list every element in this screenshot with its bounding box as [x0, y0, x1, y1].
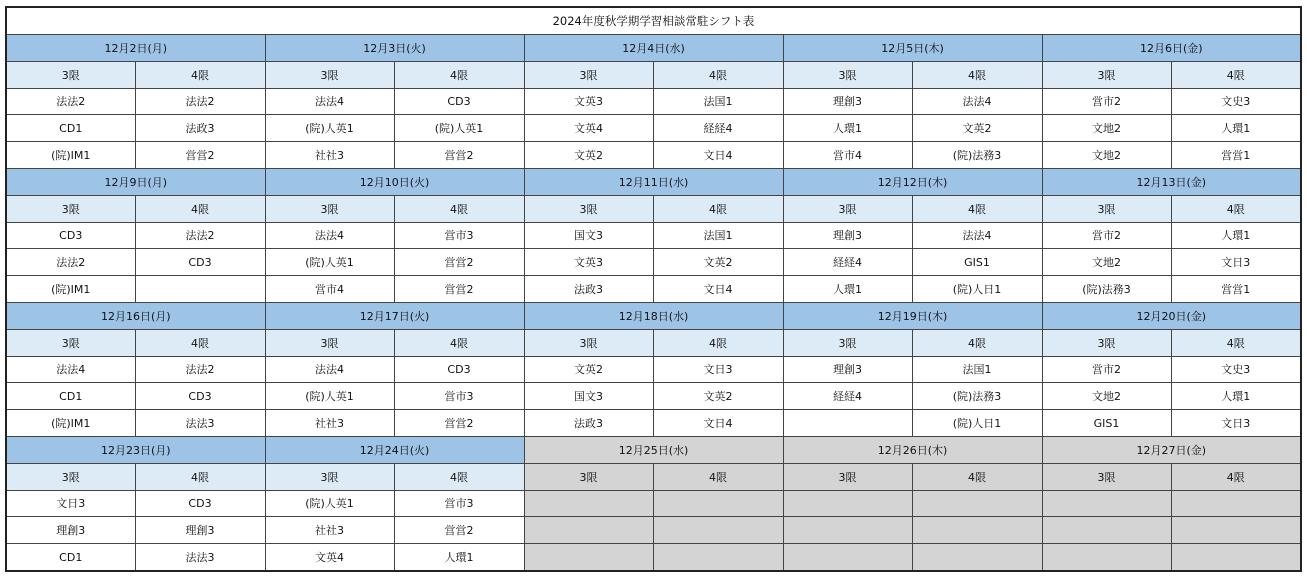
shift-cell[interactable]: (院)IM1: [6, 142, 135, 169]
shift-cell[interactable]: [1171, 544, 1301, 571]
shift-cell[interactable]: (院)IM1: [6, 276, 135, 303]
shift-cell[interactable]: [912, 544, 1042, 571]
shift-cell[interactable]: 経経4: [653, 115, 783, 142]
shift-cell[interactable]: 法法4: [6, 356, 135, 383]
shift-cell[interactable]: CD1: [6, 383, 135, 410]
shift-cell[interactable]: [1171, 517, 1301, 544]
period-header[interactable]: 3限: [524, 329, 653, 356]
shift-cell[interactable]: 文英2: [524, 356, 653, 383]
shift-cell[interactable]: 法法2: [135, 222, 265, 249]
period-header[interactable]: 3限: [783, 463, 912, 490]
date-header[interactable]: 12月13日(金): [1042, 168, 1301, 195]
shift-row: [6, 544, 1301, 571]
date-header[interactable]: 12月11日(水): [524, 168, 783, 195]
date-header[interactable]: 12月6日(金): [1042, 35, 1301, 62]
shift-cell[interactable]: 法法3: [135, 410, 265, 437]
shift-cell[interactable]: 営営2: [394, 249, 524, 276]
shift-cell[interactable]: 文日4: [653, 410, 783, 437]
shift-cell[interactable]: [912, 517, 1042, 544]
shift-cell[interactable]: 国文3: [524, 383, 653, 410]
period-header[interactable]: 3限: [1042, 329, 1171, 356]
shift-cell[interactable]: 営営2: [394, 410, 524, 437]
date-header-row: [6, 35, 1301, 62]
date-header[interactable]: 12月19日(木): [783, 302, 1042, 329]
shift-cell[interactable]: 文地2: [1042, 142, 1171, 169]
shift-cell[interactable]: 営市4: [265, 276, 394, 303]
period-header[interactable]: 4限: [653, 463, 783, 490]
shift-cell[interactable]: (院)人英1: [394, 115, 524, 142]
shift-cell[interactable]: 文英2: [653, 383, 783, 410]
period-header[interactable]: 3限: [783, 329, 912, 356]
shift-cell[interactable]: 文英4: [524, 115, 653, 142]
period-header[interactable]: 4限: [135, 61, 265, 88]
period-header[interactable]: 4限: [394, 61, 524, 88]
shift-cell[interactable]: CD3: [135, 383, 265, 410]
shift-cell[interactable]: 文日3: [1171, 249, 1301, 276]
period-header[interactable]: 4限: [912, 329, 1042, 356]
shift-cell[interactable]: 営営2: [135, 142, 265, 169]
shift-cell[interactable]: 営営1: [1171, 276, 1301, 303]
shift-cell[interactable]: [653, 517, 783, 544]
period-header[interactable]: 3限: [524, 463, 653, 490]
shift-cell[interactable]: 人環1: [783, 115, 912, 142]
shift-cell[interactable]: CD3: [135, 249, 265, 276]
date-header[interactable]: 12月12日(木): [783, 168, 1042, 195]
shift-cell[interactable]: 法政3: [524, 410, 653, 437]
shift-cell[interactable]: [912, 490, 1042, 517]
shift-cell[interactable]: CD3: [394, 88, 524, 115]
shift-cell[interactable]: 文英2: [912, 115, 1042, 142]
shift-cell[interactable]: 営市3: [394, 222, 524, 249]
period-header[interactable]: 4限: [135, 463, 265, 490]
shift-cell[interactable]: 営市3: [394, 383, 524, 410]
shift-cell[interactable]: [783, 517, 912, 544]
date-header[interactable]: 12月17日(火): [265, 302, 524, 329]
shift-cell[interactable]: 営営2: [394, 517, 524, 544]
shift-cell[interactable]: 理創3: [135, 517, 265, 544]
period-header[interactable]: 4限: [394, 463, 524, 490]
date-header-row: [6, 436, 1301, 463]
period-header[interactable]: 4限: [653, 329, 783, 356]
date-header[interactable]: 12月9日(月): [6, 168, 265, 195]
period-header[interactable]: 3限: [524, 195, 653, 222]
shift-cell[interactable]: (院)人英1: [265, 383, 394, 410]
period-header[interactable]: 4限: [653, 61, 783, 88]
shift-cell[interactable]: 法法4: [912, 222, 1042, 249]
date-header[interactable]: 12月5日(木): [783, 35, 1042, 62]
date-header[interactable]: 12月24日(火): [265, 436, 524, 463]
shift-cell[interactable]: 文地2: [1042, 383, 1171, 410]
shift-cell[interactable]: (院)人日1: [912, 410, 1042, 437]
shift-table: [5, 6, 1302, 572]
shift-cell[interactable]: [653, 544, 783, 571]
period-header[interactable]: 3限: [783, 195, 912, 222]
shift-cell[interactable]: 人環1: [394, 544, 524, 571]
period-header[interactable]: 3限: [265, 329, 394, 356]
shift-cell[interactable]: [524, 544, 653, 571]
shift-row: [6, 142, 1301, 169]
period-header[interactable]: 3限: [265, 61, 394, 88]
shift-cell[interactable]: GIS1: [912, 249, 1042, 276]
shift-cell[interactable]: (院)IM1: [6, 410, 135, 437]
shift-cell[interactable]: [1042, 517, 1171, 544]
shift-row: [6, 88, 1301, 115]
date-header[interactable]: 12月18日(水): [524, 302, 783, 329]
date-header[interactable]: 12月10日(火): [265, 168, 524, 195]
shift-row: [6, 517, 1301, 544]
period-header[interactable]: 3限: [783, 61, 912, 88]
shift-cell[interactable]: 営市3: [394, 490, 524, 517]
shift-cell[interactable]: 社社3: [265, 142, 394, 169]
shift-cell[interactable]: 文史3: [1171, 356, 1301, 383]
shift-cell[interactable]: [1042, 544, 1171, 571]
date-header[interactable]: 12月23日(月): [6, 436, 265, 463]
shift-cell[interactable]: (院)人日1: [912, 276, 1042, 303]
shift-cell[interactable]: 文英2: [524, 142, 653, 169]
shift-cell[interactable]: 文日4: [653, 142, 783, 169]
shift-cell[interactable]: 人環1: [1171, 115, 1301, 142]
period-header[interactable]: 4限: [135, 195, 265, 222]
period-header[interactable]: 3限: [1042, 463, 1171, 490]
shift-cell[interactable]: 理創3: [783, 88, 912, 115]
shift-cell[interactable]: (院)人英1: [265, 249, 394, 276]
period-header[interactable]: 3限: [524, 61, 653, 88]
shift-cell[interactable]: 法法2: [6, 249, 135, 276]
shift-cell[interactable]: 理創3: [783, 222, 912, 249]
shift-cell[interactable]: 文日3: [6, 490, 135, 517]
shift-cell[interactable]: 法法4: [912, 88, 1042, 115]
shift-cell[interactable]: [653, 490, 783, 517]
shift-cell[interactable]: CD3: [394, 356, 524, 383]
period-header-row: [6, 329, 1301, 356]
period-header[interactable]: 4限: [912, 61, 1042, 88]
shift-cell[interactable]: GIS1: [1042, 410, 1171, 437]
shift-cell[interactable]: [783, 410, 912, 437]
shift-cell[interactable]: CD1: [6, 544, 135, 571]
shift-cell[interactable]: 人環1: [1171, 383, 1301, 410]
date-header-row: [6, 168, 1301, 195]
shift-cell[interactable]: 法法4: [265, 356, 394, 383]
shift-cell[interactable]: [783, 544, 912, 571]
period-header[interactable]: 3限: [6, 329, 135, 356]
shift-cell[interactable]: 文日3: [653, 356, 783, 383]
shift-cell[interactable]: 営市2: [1042, 222, 1171, 249]
shift-cell[interactable]: (院)法務3: [912, 383, 1042, 410]
period-header[interactable]: 4限: [135, 329, 265, 356]
shift-cell[interactable]: 営営2: [394, 276, 524, 303]
period-header-row: [6, 195, 1301, 222]
period-header[interactable]: 4限: [394, 329, 524, 356]
date-header[interactable]: 12月4日(水): [524, 35, 783, 62]
period-header[interactable]: 4限: [912, 195, 1042, 222]
shift-cell[interactable]: 法国1: [653, 222, 783, 249]
shift-cell[interactable]: (院)法務3: [1042, 276, 1171, 303]
date-header[interactable]: 12月2日(月): [6, 35, 265, 62]
period-header-row: [6, 61, 1301, 88]
shift-cell[interactable]: (院)人英1: [265, 490, 394, 517]
period-header[interactable]: 3限: [265, 195, 394, 222]
date-header[interactable]: 12月27日(金): [1042, 436, 1301, 463]
shift-cell[interactable]: 営市2: [1042, 356, 1171, 383]
date-header[interactable]: 12月3日(火): [265, 35, 524, 62]
date-header-row: [6, 302, 1301, 329]
date-header[interactable]: 12月16日(月): [6, 302, 265, 329]
shift-cell[interactable]: [1171, 490, 1301, 517]
shift-cell[interactable]: 文英2: [653, 249, 783, 276]
shift-cell[interactable]: 法法2: [135, 88, 265, 115]
period-header-row: [6, 463, 1301, 490]
shift-cell[interactable]: 経経4: [783, 249, 912, 276]
shift-cell[interactable]: CD3: [135, 490, 265, 517]
shift-cell[interactable]: 法法4: [265, 222, 394, 249]
shift-cell[interactable]: 人環1: [1171, 222, 1301, 249]
period-header[interactable]: 3限: [6, 463, 135, 490]
shift-cell[interactable]: 文日3: [1171, 410, 1301, 437]
period-header[interactable]: 3限: [1042, 61, 1171, 88]
period-header[interactable]: 4限: [1171, 61, 1301, 88]
shift-cell[interactable]: 法法2: [6, 88, 135, 115]
date-header[interactable]: 12月25日(水): [524, 436, 783, 463]
shift-row: [6, 222, 1301, 249]
period-header[interactable]: 4限: [1171, 463, 1301, 490]
date-header[interactable]: 12月20日(金): [1042, 302, 1301, 329]
period-header[interactable]: 3限: [265, 463, 394, 490]
shift-cell[interactable]: 社社3: [265, 517, 394, 544]
shift-cell[interactable]: 法法4: [265, 88, 394, 115]
shift-cell[interactable]: (院)法務3: [912, 142, 1042, 169]
shift-cell[interactable]: 営市2: [1042, 88, 1171, 115]
shift-row: [6, 115, 1301, 142]
shift-cell[interactable]: 文地2: [1042, 115, 1171, 142]
shift-cell[interactable]: 国文3: [524, 222, 653, 249]
shift-cell[interactable]: CD1: [6, 115, 135, 142]
shift-cell[interactable]: CD3: [6, 222, 135, 249]
shift-cell[interactable]: 文日4: [653, 276, 783, 303]
shift-cell[interactable]: 経経4: [783, 383, 912, 410]
shift-row: [6, 383, 1301, 410]
shift-cell[interactable]: 法国1: [912, 356, 1042, 383]
shift-row: [6, 356, 1301, 383]
period-header[interactable]: 4限: [653, 195, 783, 222]
shift-cell[interactable]: 法法3: [135, 544, 265, 571]
title-row: [6, 7, 1301, 35]
shift-cell[interactable]: 社社3: [265, 410, 394, 437]
shift-row: [6, 276, 1301, 303]
sheet-title[interactable]: 2024年度秋学期学習相談常駐シフト表: [6, 7, 1301, 35]
period-header[interactable]: 4限: [1171, 195, 1301, 222]
shift-cell[interactable]: (院)人英1: [265, 115, 394, 142]
shift-row: [6, 249, 1301, 276]
shift-cell[interactable]: 法国1: [653, 88, 783, 115]
shift-cell[interactable]: 営市4: [783, 142, 912, 169]
date-header[interactable]: 12月26日(木): [783, 436, 1042, 463]
period-header[interactable]: 3限: [6, 61, 135, 88]
period-header[interactable]: 3限: [6, 195, 135, 222]
shift-cell[interactable]: [1042, 490, 1171, 517]
shift-cell[interactable]: [783, 490, 912, 517]
shift-cell[interactable]: 営営2: [394, 142, 524, 169]
shift-cell[interactable]: 文英4: [265, 544, 394, 571]
shift-row: [6, 490, 1301, 517]
shift-cell[interactable]: 文地2: [1042, 249, 1171, 276]
shift-cell[interactable]: 文英3: [524, 249, 653, 276]
shift-cell[interactable]: 法政3: [524, 276, 653, 303]
shift-cell[interactable]: 営営1: [1171, 142, 1301, 169]
shift-cell[interactable]: 理創3: [783, 356, 912, 383]
period-header[interactable]: 3限: [1042, 195, 1171, 222]
shift-cell[interactable]: [135, 276, 265, 303]
shift-cell[interactable]: 人環1: [783, 276, 912, 303]
shift-cell[interactable]: [524, 517, 653, 544]
shift-cell[interactable]: 理創3: [6, 517, 135, 544]
shift-cell[interactable]: 文英3: [524, 88, 653, 115]
period-header[interactable]: 4限: [394, 195, 524, 222]
shift-cell[interactable]: 法法2: [135, 356, 265, 383]
shift-cell[interactable]: 法政3: [135, 115, 265, 142]
shift-row: [6, 410, 1301, 437]
period-header[interactable]: 4限: [1171, 329, 1301, 356]
shift-cell[interactable]: [524, 490, 653, 517]
shift-cell[interactable]: 文史3: [1171, 88, 1301, 115]
period-header[interactable]: 4限: [912, 463, 1042, 490]
